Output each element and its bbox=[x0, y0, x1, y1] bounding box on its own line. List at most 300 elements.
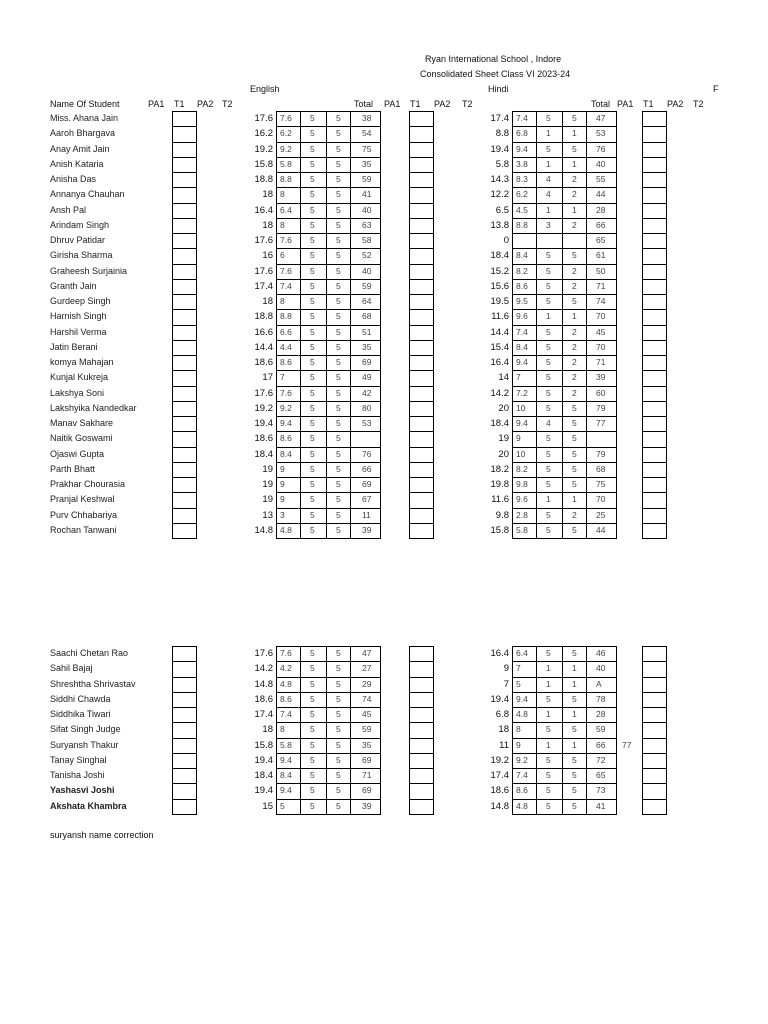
hindi-mark-cell: 9 bbox=[516, 433, 521, 444]
english-mark-cell: 8 bbox=[280, 296, 285, 306]
english-mark-cell: 5 bbox=[310, 387, 315, 398]
english-mark-cell: 5 bbox=[310, 174, 315, 184]
column-header-pa2: PA2 bbox=[434, 99, 451, 109]
hindi-mark-cell: 9.8 bbox=[516, 479, 528, 489]
table-row bbox=[0, 416, 768, 431]
hindi-sum: 19 bbox=[498, 433, 509, 445]
hindi-mark-cell: 66 bbox=[596, 739, 606, 750]
student-name: Saachi Chetan Rao bbox=[50, 648, 129, 658]
table-row bbox=[0, 692, 768, 707]
hindi-mark-cell: 8 bbox=[516, 724, 521, 735]
hindi-sum: 15.4 bbox=[490, 341, 509, 353]
hindi-mark-cell: 8.2 bbox=[516, 463, 528, 474]
hindi-mark-cell: 5 bbox=[572, 296, 577, 306]
english-mark-cell: 5 bbox=[336, 280, 341, 291]
hindi-mark-cell: 5 bbox=[546, 448, 551, 459]
hindi-mark-cell: 1 bbox=[572, 158, 577, 169]
english-mark-cell: 69 bbox=[362, 785, 372, 796]
english-mark-cell: 7.6 bbox=[280, 113, 292, 123]
english-mark-cell: 5 bbox=[336, 648, 341, 658]
english-mark-cell: 74 bbox=[362, 693, 372, 704]
hindi-mark-cell: 79 bbox=[596, 448, 606, 459]
student-name: Anish Kataria bbox=[50, 158, 104, 169]
hindi-sum: 18.6 bbox=[490, 785, 509, 797]
english-mark-cell: 5 bbox=[310, 143, 315, 154]
english-sum: 18.6 bbox=[254, 693, 273, 705]
hindi-sum: 11.6 bbox=[491, 494, 509, 506]
hindi-mark-cell: 7 bbox=[516, 372, 521, 383]
english-sum: 18 bbox=[262, 189, 273, 201]
hindi-mark-cell: 5 bbox=[516, 678, 521, 689]
table-row bbox=[0, 309, 768, 324]
hindi-mark-cell: 5 bbox=[572, 448, 577, 459]
student-name: Harnish Singh bbox=[50, 311, 107, 322]
english-sum: 16 bbox=[262, 250, 273, 262]
hindi-mark-cell: 25 bbox=[596, 509, 606, 520]
hindi-mark-cell: 6.8 bbox=[516, 128, 528, 139]
table-row bbox=[0, 783, 768, 798]
hindi-sum: 15.6 bbox=[490, 280, 509, 292]
english-mark-cell: 5 bbox=[336, 509, 341, 520]
english-mark-cell: 8.6 bbox=[280, 433, 292, 444]
hindi-mark-cell: 7.4 bbox=[516, 326, 528, 337]
hindi-mark-cell: 4 bbox=[546, 174, 551, 184]
english-mark-cell: 5 bbox=[310, 418, 315, 428]
hindi-mark-cell: 2 bbox=[572, 372, 577, 383]
english-sum: 17.6 bbox=[254, 265, 273, 277]
english-mark-cell: 5 bbox=[310, 265, 315, 276]
hindi-mark-cell: 10 bbox=[516, 448, 526, 459]
hindi-sum: 13.8 bbox=[490, 219, 509, 231]
student-name: Pranjal Keshwal bbox=[50, 494, 115, 505]
student-name: Miss. Ahana Jain bbox=[50, 113, 119, 123]
hindi-mark-cell: 44 bbox=[596, 189, 606, 200]
grid-line bbox=[276, 814, 381, 815]
hindi-mark-cell: 9.4 bbox=[516, 143, 528, 154]
hindi-mark-cell: 5 bbox=[546, 754, 551, 765]
english-sum: 17.6 bbox=[254, 387, 273, 399]
hindi-mark-cell: 1 bbox=[572, 204, 577, 215]
student-name: Yashasvi Joshi bbox=[50, 785, 115, 796]
hindi-sum: 14.2 bbox=[490, 387, 509, 399]
column-header-pa1: PA1 bbox=[148, 99, 165, 109]
english-mark-cell: 5 bbox=[310, 311, 315, 322]
grid-line bbox=[276, 538, 381, 539]
subject-next: F bbox=[713, 84, 719, 94]
english-mark-cell: 5 bbox=[310, 250, 315, 261]
hindi-mark-cell: 5 bbox=[572, 463, 577, 474]
student-name: Girisha Sharma bbox=[50, 250, 113, 261]
hindi-sum: 19.4 bbox=[490, 693, 509, 705]
english-sum: 19 bbox=[262, 463, 273, 475]
english-mark-cell: 5 bbox=[310, 341, 315, 352]
hindi-mark-cell: 2 bbox=[572, 326, 577, 337]
hindi-sum: 19.5 bbox=[490, 296, 509, 307]
table-row bbox=[0, 157, 768, 172]
english-mark-cell: 9.2 bbox=[280, 143, 292, 154]
table-row bbox=[0, 233, 768, 248]
english-mark-cell: 49 bbox=[362, 372, 372, 383]
hindi-mark-cell: 8.4 bbox=[516, 250, 528, 261]
student-name: komya Mahajan bbox=[50, 357, 114, 367]
hindi-mark-cell: 40 bbox=[596, 158, 606, 169]
hindi-mark-cell: 74 bbox=[596, 296, 606, 306]
english-mark-cell: 5 bbox=[336, 311, 341, 322]
english-mark-cell: 5 bbox=[336, 189, 341, 200]
hindi-sum: 14 bbox=[498, 372, 509, 384]
english-sum: 19.4 bbox=[254, 754, 273, 766]
hindi-mark-cell: 71 bbox=[596, 357, 606, 367]
student-name: Kunjal Kukreja bbox=[50, 372, 109, 383]
table-row bbox=[0, 707, 768, 722]
english-mark-cell: 71 bbox=[362, 770, 372, 780]
student-name: Suryansh Thakur bbox=[50, 739, 119, 750]
english-mark-cell: 9 bbox=[280, 463, 285, 474]
hindi-mark-cell: 5 bbox=[546, 296, 551, 306]
hindi-mark-cell: 5 bbox=[546, 433, 551, 444]
english-mark-cell: 8 bbox=[280, 219, 285, 230]
hindi-mark-cell: 10 bbox=[516, 402, 526, 413]
hindi-sum: 18.2 bbox=[490, 463, 509, 475]
hindi-mark-cell: 5 bbox=[546, 326, 551, 337]
english-mark-cell: 5 bbox=[336, 372, 341, 383]
hindi-mark-cell: 28 bbox=[596, 709, 606, 719]
hindi-mark-cell: 2.8 bbox=[516, 509, 528, 520]
english-mark-cell: 8.8 bbox=[280, 174, 292, 184]
column-header-t2: T2 bbox=[222, 99, 233, 109]
english-mark-cell: 4.8 bbox=[280, 678, 292, 689]
english-mark-cell: 5 bbox=[310, 448, 315, 459]
english-mark-cell: 5 bbox=[310, 754, 315, 765]
english-mark-cell: 5 bbox=[336, 678, 341, 689]
hindi-sum: 19.8 bbox=[490, 479, 509, 490]
student-name: Granth Jain bbox=[50, 280, 97, 291]
english-mark-cell: 7.4 bbox=[280, 709, 292, 719]
hindi-sum: 17.4 bbox=[490, 113, 509, 124]
student-name: Lakshya Soni bbox=[50, 387, 105, 398]
english-mark-cell: 27 bbox=[362, 663, 372, 674]
english-mark-cell: 9.4 bbox=[280, 785, 292, 796]
hindi-mark-cell: 6.2 bbox=[516, 189, 528, 200]
column-header-pa2: PA2 bbox=[197, 99, 214, 109]
hindi-sum: 9.8 bbox=[495, 509, 509, 521]
student-name: Lakshyika Nandedkar bbox=[50, 402, 137, 413]
hindi-mark-cell: 5 bbox=[572, 418, 577, 428]
hindi-mark-cell: 5 bbox=[572, 250, 577, 261]
hindi-mark-cell: 61 bbox=[596, 250, 606, 261]
hindi-mark-cell: 46 bbox=[596, 648, 606, 658]
table-row bbox=[0, 753, 768, 768]
footnote: suryansh name correction bbox=[50, 830, 154, 840]
english-mark-cell: 5 bbox=[310, 280, 315, 291]
english-mark-cell: 59 bbox=[362, 174, 372, 184]
table-row bbox=[0, 279, 768, 294]
english-mark-cell: 11 bbox=[362, 509, 371, 520]
hindi-mark-cell: 59 bbox=[596, 724, 606, 735]
english-mark-cell: 40 bbox=[362, 204, 372, 215]
hindi-mark-cell: 68 bbox=[596, 463, 606, 474]
english-mark-cell: 5 bbox=[336, 494, 341, 505]
column-header-pa1: PA1 bbox=[384, 99, 401, 109]
english-mark-cell: 5 bbox=[336, 128, 341, 139]
english-mark-cell: 5 bbox=[310, 219, 315, 230]
hindi-mark-cell: 2 bbox=[572, 265, 577, 276]
column-header-t1: T1 bbox=[410, 99, 421, 109]
student-name: Jatin Berani bbox=[50, 341, 98, 352]
english-mark-cell: 5 bbox=[336, 235, 341, 245]
hindi-mark-cell: 3.8 bbox=[516, 158, 528, 169]
hindi-mark-cell: 44 bbox=[596, 524, 606, 535]
english-mark-cell: 75 bbox=[362, 143, 372, 154]
table-row bbox=[0, 386, 768, 401]
table-row bbox=[0, 203, 768, 218]
student-name: Siddhika Tiwari bbox=[50, 709, 111, 719]
english-mark-cell: 5 bbox=[310, 739, 315, 750]
student-name: Naitik Goswami bbox=[50, 433, 113, 444]
english-mark-cell: 5 bbox=[336, 770, 341, 780]
hindi-mark-cell: 5 bbox=[546, 785, 551, 796]
table-row bbox=[0, 661, 768, 676]
english-mark-cell: 5 bbox=[310, 113, 315, 123]
hindi-mark-cell: 72 bbox=[596, 754, 606, 765]
hindi-mark-cell: 1 bbox=[546, 494, 551, 505]
student-name: Siddhi Chawda bbox=[50, 693, 111, 704]
hindi-mark-cell: 4 bbox=[546, 189, 551, 200]
hindi-sum: 14.3 bbox=[490, 174, 509, 185]
hindi-mark-cell: 41 bbox=[596, 800, 606, 811]
hindi-mark-cell: 5 bbox=[546, 372, 551, 383]
hindi-sum: 15.8 bbox=[490, 524, 509, 536]
hindi-mark-cell: 65 bbox=[596, 235, 606, 245]
english-sum: 18 bbox=[262, 724, 273, 736]
english-mark-cell: 5 bbox=[310, 724, 315, 735]
english-mark-cell: 51 bbox=[362, 326, 372, 337]
hindi-sum: 20 bbox=[498, 402, 509, 414]
hindi-mark-cell: 1 bbox=[546, 739, 551, 750]
english-mark-cell: 58 bbox=[362, 235, 372, 245]
column-header-t1: T1 bbox=[643, 99, 654, 109]
english-mark-cell: 5 bbox=[310, 524, 315, 535]
english-mark-cell: 5 bbox=[336, 479, 341, 489]
hindi-mark-cell: 9 bbox=[516, 739, 521, 750]
hindi-mark-cell: 78 bbox=[596, 693, 606, 704]
english-mark-cell: 8.4 bbox=[280, 448, 292, 459]
hindi-mark-cell: 5 bbox=[572, 433, 577, 444]
hindi-mark-cell: 2 bbox=[572, 509, 577, 520]
hindi-mark-cell: 9.4 bbox=[516, 693, 528, 704]
english-mark-cell: 5 bbox=[336, 341, 341, 352]
table-row bbox=[0, 722, 768, 737]
english-sum: 15.8 bbox=[254, 739, 273, 751]
table-row bbox=[0, 738, 768, 753]
column-header-name: Name Of Student bbox=[50, 99, 120, 109]
student-name: Tanisha Joshi bbox=[50, 770, 105, 780]
english-mark-cell: 5 bbox=[310, 204, 315, 215]
hindi-mark-cell: 1 bbox=[546, 709, 551, 719]
english-mark-cell: 6.4 bbox=[280, 204, 292, 215]
hindi-mark-cell: 5 bbox=[572, 770, 577, 780]
hindi-sum: 6.5 bbox=[495, 204, 509, 216]
hindi-mark-cell: 8.8 bbox=[516, 219, 528, 230]
english-sum: 14.2 bbox=[254, 663, 273, 675]
hindi-mark-cell: 5 bbox=[546, 143, 551, 154]
student-name: Parth Bhatt bbox=[50, 463, 96, 474]
table-row bbox=[0, 508, 768, 523]
table-row bbox=[0, 523, 768, 538]
english-mark-cell: 5 bbox=[336, 174, 341, 184]
english-sum: 17.4 bbox=[254, 280, 273, 292]
english-mark-cell: 80 bbox=[362, 402, 372, 413]
hindi-mark-cell: 53 bbox=[596, 128, 606, 139]
student-name: Annanya Chauhan bbox=[50, 189, 125, 200]
english-mark-cell: 5 bbox=[310, 648, 315, 658]
hindi-sum: 18.4 bbox=[490, 250, 509, 262]
hindi-mark-cell: 5 bbox=[546, 509, 551, 520]
english-mark-cell: 5 bbox=[336, 463, 341, 474]
english-mark-cell: 9.2 bbox=[280, 402, 292, 413]
english-mark-cell: 5 bbox=[336, 448, 341, 459]
english-mark-cell: 52 bbox=[362, 250, 372, 261]
english-mark-cell: 45 bbox=[362, 709, 372, 719]
hindi-sum: 12.2 bbox=[490, 189, 509, 201]
hindi-mark-cell: 71 bbox=[596, 280, 606, 291]
hindi-mark-cell: 5 bbox=[546, 463, 551, 474]
english-sum: 18.8 bbox=[254, 311, 273, 323]
english-mark-cell: 4.4 bbox=[280, 341, 292, 352]
english-mark-cell: 47 bbox=[362, 648, 372, 658]
english-mark-cell: 69 bbox=[362, 357, 372, 367]
english-mark-cell: 4.2 bbox=[280, 663, 292, 674]
column-header-t1: T1 bbox=[174, 99, 185, 109]
hindi-mark-cell: 8.2 bbox=[516, 265, 528, 276]
english-sum: 17.4 bbox=[254, 709, 273, 720]
hindi-mark-cell: 79 bbox=[596, 402, 606, 413]
hindi-mark-cell: 77 bbox=[596, 418, 606, 428]
english-mark-cell: 5 bbox=[336, 785, 341, 796]
english-mark-cell: 5 bbox=[336, 158, 341, 169]
english-mark-cell: 8.8 bbox=[280, 311, 292, 322]
hindi-mark-cell: 6.4 bbox=[516, 648, 528, 658]
hindi-mark-cell: 2 bbox=[572, 174, 577, 184]
hindi-mark-cell: 5 bbox=[572, 693, 577, 704]
sheet-title: Consolidated Sheet Class VI 2023-24 bbox=[420, 69, 571, 79]
english-mark-cell: 9 bbox=[280, 494, 285, 505]
english-mark-cell: 5 bbox=[310, 709, 315, 719]
english-mark-cell: 5 bbox=[336, 143, 341, 154]
hindi-mark-cell: 5 bbox=[546, 724, 551, 735]
hindi-mark-cell: 66 bbox=[596, 219, 606, 230]
hindi-sum: 7 bbox=[503, 678, 509, 690]
english-mark-cell: 5 bbox=[336, 433, 341, 444]
english-sum: 19 bbox=[262, 494, 273, 506]
table-row bbox=[0, 325, 768, 340]
table-row bbox=[0, 355, 768, 370]
english-mark-cell: 5 bbox=[310, 663, 315, 674]
column-header-pa2: PA2 bbox=[667, 99, 684, 109]
english-mark-cell: 76 bbox=[362, 448, 372, 459]
student-name: Anay Amit Jain bbox=[50, 143, 110, 154]
hindi-mark-cell: 9.6 bbox=[516, 311, 528, 322]
hindi-sum: 11 bbox=[499, 739, 509, 751]
english-sum: 14.8 bbox=[254, 678, 273, 690]
hindi-mark-cell: 5 bbox=[546, 265, 551, 276]
hindi-mark-cell: 5 bbox=[546, 693, 551, 704]
english-mark-cell: 8 bbox=[280, 189, 285, 200]
hindi-mark-cell: 1 bbox=[572, 663, 577, 674]
english-mark-cell: 5 bbox=[310, 189, 315, 200]
table-row bbox=[0, 492, 768, 507]
english-sum: 19.4 bbox=[254, 785, 273, 797]
english-sum: 18.4 bbox=[254, 770, 273, 781]
table-row bbox=[0, 264, 768, 279]
hindi-mark-cell: 5 bbox=[572, 648, 577, 658]
hindi-mark-cell: 70 bbox=[596, 341, 606, 352]
english-mark-cell: 8 bbox=[280, 724, 285, 735]
student-name: Prakhar Chourasia bbox=[50, 479, 126, 489]
hindi-mark-cell: 1 bbox=[546, 158, 551, 169]
student-name: Anisha Das bbox=[50, 174, 97, 184]
english-mark-cell: 5 bbox=[336, 800, 341, 811]
hindi-sum: 5.8 bbox=[495, 158, 509, 170]
english-mark-cell: 6 bbox=[280, 250, 285, 261]
english-mark-cell: 5 bbox=[336, 754, 341, 765]
hindi-mark-cell: 2 bbox=[572, 341, 577, 352]
hindi-mark-cell: 9.5 bbox=[516, 296, 528, 306]
english-mark-cell: 5 bbox=[336, 524, 341, 535]
table-row bbox=[0, 187, 768, 202]
hindi-mark-cell: 1 bbox=[572, 678, 577, 689]
english-mark-cell: 8.6 bbox=[280, 693, 292, 704]
english-mark-cell: 5 bbox=[310, 463, 315, 474]
hindi-mark-cell: 5 bbox=[546, 280, 551, 291]
hindi-mark-cell: 5 bbox=[572, 143, 577, 154]
student-name: Arindam Singh bbox=[50, 219, 110, 230]
hindi-mark-cell: 47 bbox=[596, 113, 606, 123]
hindi-sum: 6.8 bbox=[495, 709, 509, 720]
english-mark-cell: 64 bbox=[362, 296, 372, 306]
english-mark-cell: 5 bbox=[336, 724, 341, 735]
hindi-mark-cell: 4.5 bbox=[516, 204, 528, 215]
english-mark-cell: 9.4 bbox=[280, 754, 292, 765]
table-row bbox=[0, 431, 768, 446]
english-sum: 14.8 bbox=[254, 524, 273, 536]
hindi-mark-cell: 7 bbox=[516, 663, 521, 674]
table-row bbox=[0, 340, 768, 355]
hindi-mark-cell: 5 bbox=[546, 770, 551, 780]
english-mark-cell: 38 bbox=[362, 113, 372, 123]
hindi-mark-cell: 45 bbox=[596, 326, 606, 337]
english-mark-cell: 29 bbox=[362, 678, 372, 689]
hindi-sum: 16.4 bbox=[490, 648, 509, 659]
student-name: Sahil Bajaj bbox=[50, 663, 93, 674]
english-mark-cell: 5 bbox=[336, 402, 341, 413]
english-mark-cell: 5 bbox=[336, 113, 341, 123]
hindi-mark-cell: 9.4 bbox=[516, 357, 528, 367]
english-sum: 19.2 bbox=[254, 402, 273, 414]
hindi-mark-cell: 2 bbox=[572, 357, 577, 367]
hindi-mark-cell: 1 bbox=[572, 128, 577, 139]
english-mark-cell: 5 bbox=[310, 678, 315, 689]
english-sum: 18.4 bbox=[254, 448, 273, 460]
english-mark-cell: 7 bbox=[280, 372, 285, 383]
english-mark-cell: 5 bbox=[336, 387, 341, 398]
english-mark-cell: 7.4 bbox=[280, 280, 292, 291]
hindi-mark-cell: 5 bbox=[572, 785, 577, 796]
english-mark-cell: 5 bbox=[336, 326, 341, 337]
hindi-mark-cell: 1 bbox=[572, 494, 577, 505]
hindi-sum: 18 bbox=[498, 724, 509, 736]
english-mark-cell: 69 bbox=[362, 754, 372, 765]
